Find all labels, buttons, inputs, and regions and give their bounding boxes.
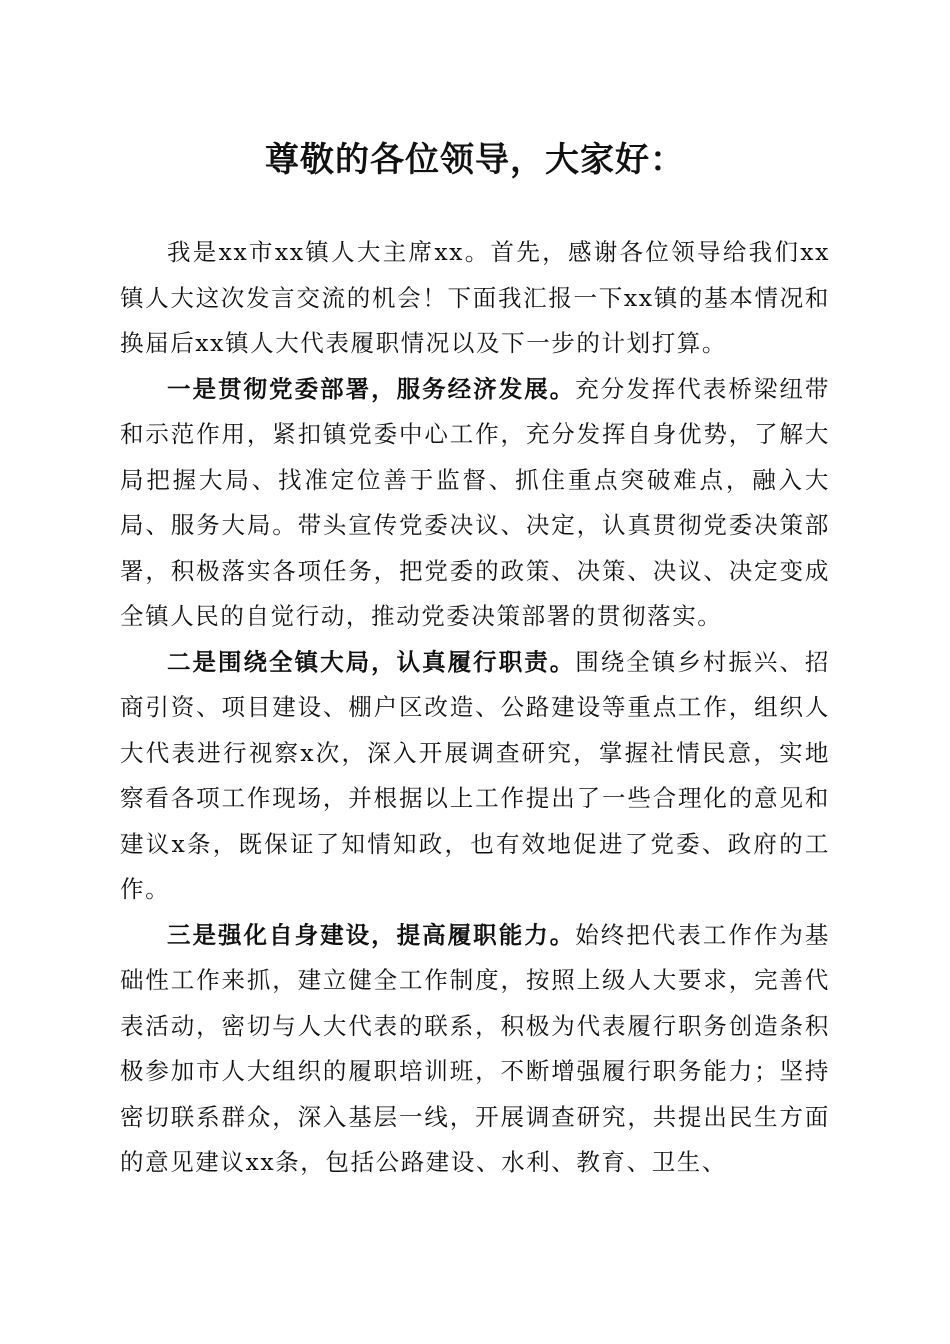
paragraph-text: 始终把代表工作作为基础性工作来抓，建立健全工作制度，按照上级人大要求，完善代表活动，密切与人大代表的联系，积极为代表履行职务创造条积极参加市人大组织的履职培训班，不断增强履行职务能力；坚持密切联系群众，深入基层一线，开展调查研究，共提出民生方面的意见建议xx条，包括公路建设、水利、教育、卫生、 xyxy=(120,920,830,1176)
paragraph-lead: 二是围绕全镇大局，认真履行职责。 xyxy=(167,647,576,676)
paragraph-text: 围绕全镇乡村振兴、招商引资、项目建设、棚户区改造、公路建设等重点工作，组织人大代表进行视察x次，深入开展调查研究，掌握社情民意，实地察看各项工作现场，并根据以上工作提出了一些合理化的意见和建议x条，既保证了知情知政，也有效地促进了党委、政府的工作。 xyxy=(120,647,830,903)
paragraph-point-3 xyxy=(120,913,830,1186)
document-body xyxy=(120,230,830,1186)
paragraph-lead: 一是贯彻党委部署，服务经济发展。 xyxy=(167,374,576,403)
paragraph-text: 我是xx市xx镇人大主席xx。首先，感谢各位领导给我们xx镇人大这次发言交流的机会！下面我汇报一下xx镇的基本情况和换届后xx镇人大代表履职情况以及下一步的计划打算。 xyxy=(120,238,830,357)
paragraph-intro xyxy=(120,230,830,367)
paragraph-point-1 xyxy=(120,367,830,640)
paragraph-lead: 三是强化自身建设，提高履职能力。 xyxy=(167,920,576,949)
paragraph-text: 充分发挥代表桥梁纽带和示范作用，紧扣镇党委中心工作，充分发挥自身优势，了解大局把握大局、找准定位善于监督、抓住重点突破难点，融入大局、服务大局。带头宣传党委决议、决定，认真贯彻党委决策部署，积极落实各项任务，把党委的政策、决策、决议、决定变成全镇人民的自觉行动，推动党委决策部署的贯彻落实。 xyxy=(120,374,830,630)
document-title: 尊敬的各位领导，大家好： xyxy=(265,140,685,180)
paragraph-point-2 xyxy=(120,640,830,913)
